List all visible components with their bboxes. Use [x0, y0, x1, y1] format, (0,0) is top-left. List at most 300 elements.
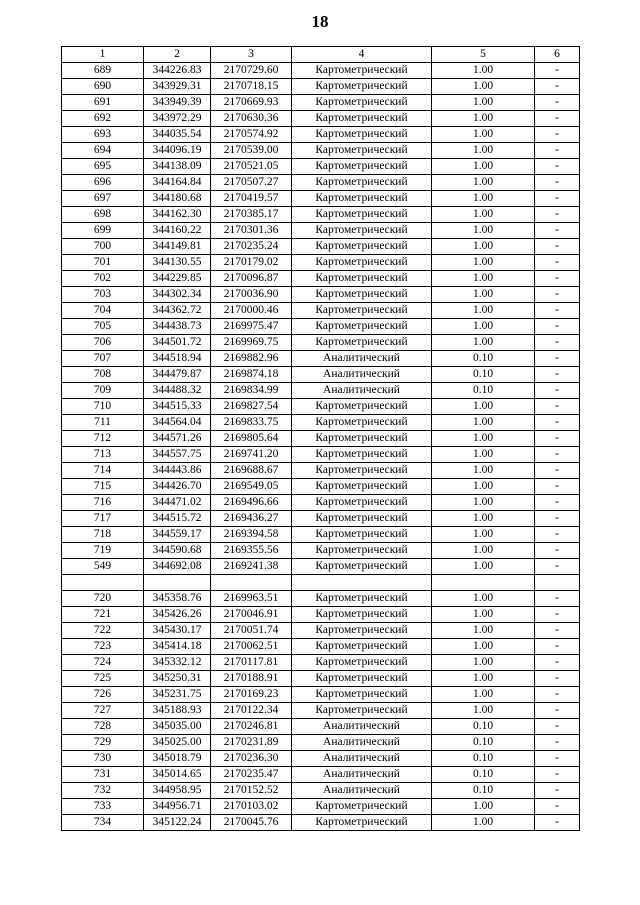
table-row — [62, 127, 580, 143]
column-header: 6 — [535, 47, 580, 63]
point-number-cell: 726 — [62, 687, 144, 703]
point-number-cell: 713 — [62, 447, 144, 463]
method-cell: Картометрический — [292, 223, 432, 239]
table-row — [62, 255, 580, 271]
y-coordinate-cell: 2169549.05 — [211, 479, 292, 495]
y-coordinate-cell: 2170169.23 — [211, 687, 292, 703]
note-cell: - — [535, 335, 580, 351]
accuracy-cell: 0.10 — [432, 735, 535, 751]
method-cell: Картометрический — [292, 175, 432, 191]
x-coordinate-cell: 345035.00 — [144, 719, 211, 735]
y-coordinate-cell: 2169436.27 — [211, 511, 292, 527]
method-cell: Картометрический — [292, 127, 432, 143]
column-header: 4 — [292, 47, 432, 63]
y-coordinate-cell: 2170507.27 — [211, 175, 292, 191]
table-row — [62, 495, 580, 511]
y-coordinate-cell: 2170521.05 — [211, 159, 292, 175]
note-cell: - — [535, 511, 580, 527]
x-coordinate-cell: 344162.30 — [144, 207, 211, 223]
x-coordinate-cell: 344515.72 — [144, 511, 211, 527]
y-coordinate-cell: 2169741.20 — [211, 447, 292, 463]
table-row — [62, 559, 580, 575]
point-number-cell: 716 — [62, 495, 144, 511]
accuracy-cell: 1.00 — [432, 703, 535, 719]
accuracy-cell: 1.00 — [432, 431, 535, 447]
table-body — [62, 63, 580, 831]
accuracy-cell: 1.00 — [432, 815, 535, 831]
x-coordinate-cell: 344164.84 — [144, 175, 211, 191]
y-coordinate-cell: 2170062.51 — [211, 639, 292, 655]
point-number-cell: 723 — [62, 639, 144, 655]
method-cell: Картометрический — [292, 95, 432, 111]
y-coordinate-cell: 2169496.66 — [211, 495, 292, 511]
point-number-cell: 689 — [62, 63, 144, 79]
accuracy-cell: 1.00 — [432, 511, 535, 527]
note-cell: - — [535, 79, 580, 95]
point-number-cell: 721 — [62, 607, 144, 623]
x-coordinate-cell: 344130.55 — [144, 255, 211, 271]
table-row — [62, 511, 580, 527]
note-cell: - — [535, 175, 580, 191]
spacer-row — [62, 575, 580, 591]
x-coordinate-cell: 345332.12 — [144, 655, 211, 671]
note-cell — [535, 575, 580, 591]
y-coordinate-cell: 2170036.90 — [211, 287, 292, 303]
table-row — [62, 63, 580, 79]
note-cell: - — [535, 623, 580, 639]
table-row — [62, 751, 580, 767]
method-cell: Картометрический — [292, 335, 432, 351]
note-cell: - — [535, 351, 580, 367]
table-row — [62, 271, 580, 287]
x-coordinate-cell: 344443.86 — [144, 463, 211, 479]
table-row — [62, 655, 580, 671]
method-cell: Картометрический — [292, 639, 432, 655]
method-cell: Картометрический — [292, 399, 432, 415]
point-number-cell: 696 — [62, 175, 144, 191]
table-row — [62, 399, 580, 415]
accuracy-cell: 1.00 — [432, 447, 535, 463]
note-cell: - — [535, 735, 580, 751]
x-coordinate-cell: 344559.17 — [144, 527, 211, 543]
note-cell: - — [535, 415, 580, 431]
point-number-cell: 698 — [62, 207, 144, 223]
point-number-cell: 704 — [62, 303, 144, 319]
accuracy-cell: 1.00 — [432, 655, 535, 671]
point-number-cell: 712 — [62, 431, 144, 447]
point-number-cell: 693 — [62, 127, 144, 143]
page-number: 18 — [311, 12, 329, 31]
table-row — [62, 159, 580, 175]
point-number-cell: 731 — [62, 767, 144, 783]
method-cell: Картометрический — [292, 207, 432, 223]
note-cell: - — [535, 255, 580, 271]
table-row — [62, 623, 580, 639]
accuracy-cell: 0.10 — [432, 351, 535, 367]
y-coordinate-cell: 2170419.57 — [211, 191, 292, 207]
method-cell: Картометрический — [292, 79, 432, 95]
table-row — [62, 79, 580, 95]
point-number-cell: 733 — [62, 799, 144, 815]
x-coordinate-cell: 344590.68 — [144, 543, 211, 559]
method-cell: Картометрический — [292, 143, 432, 159]
note-cell: - — [535, 591, 580, 607]
method-cell: Картометрический — [292, 671, 432, 687]
x-coordinate-cell: 344138.09 — [144, 159, 211, 175]
point-number-cell: 732 — [62, 783, 144, 799]
note-cell: - — [535, 447, 580, 463]
x-coordinate-cell: 345358.76 — [144, 591, 211, 607]
note-cell: - — [535, 639, 580, 655]
x-coordinate-cell: 344160.22 — [144, 223, 211, 239]
y-coordinate-cell: 2169394.58 — [211, 527, 292, 543]
note-cell: - — [535, 319, 580, 335]
point-number-cell: 695 — [62, 159, 144, 175]
table-row — [62, 543, 580, 559]
x-coordinate-cell: 345014.65 — [144, 767, 211, 783]
table-row — [62, 383, 580, 399]
note-cell: - — [535, 383, 580, 399]
accuracy-cell: 0.10 — [432, 383, 535, 399]
accuracy-cell: 0.10 — [432, 783, 535, 799]
method-cell: Аналитический — [292, 751, 432, 767]
accuracy-cell: 1.00 — [432, 255, 535, 271]
x-coordinate-cell: 344501.72 — [144, 335, 211, 351]
table-row — [62, 415, 580, 431]
y-coordinate-cell: 2169688.67 — [211, 463, 292, 479]
table-row — [62, 239, 580, 255]
point-number-cell: 691 — [62, 95, 144, 111]
y-coordinate-cell: 2170630.36 — [211, 111, 292, 127]
method-cell: Картометрический — [292, 287, 432, 303]
y-coordinate-cell: 2170103.02 — [211, 799, 292, 815]
note-cell: - — [535, 543, 580, 559]
method-cell: Картометрический — [292, 495, 432, 511]
method-cell: Картометрический — [292, 607, 432, 623]
note-cell: - — [535, 559, 580, 575]
x-coordinate-cell: 345025.00 — [144, 735, 211, 751]
y-coordinate-cell: 2170046.91 — [211, 607, 292, 623]
accuracy-cell: 1.00 — [432, 191, 535, 207]
x-coordinate-cell: 344035.54 — [144, 127, 211, 143]
accuracy-cell: 1.00 — [432, 111, 535, 127]
method-cell: Картометрический — [292, 159, 432, 175]
note-cell: - — [535, 751, 580, 767]
coordinates-table — [61, 46, 580, 831]
method-cell: Картометрический — [292, 463, 432, 479]
accuracy-cell: 1.00 — [432, 479, 535, 495]
point-number-cell: 709 — [62, 383, 144, 399]
y-coordinate-cell: 2170188.91 — [211, 671, 292, 687]
table-row — [62, 287, 580, 303]
note-cell: - — [535, 95, 580, 111]
x-coordinate-cell: 343929.31 — [144, 79, 211, 95]
y-coordinate-cell: 2170231.89 — [211, 735, 292, 751]
accuracy-cell: 1.00 — [432, 239, 535, 255]
note-cell: - — [535, 703, 580, 719]
x-coordinate-cell: 343949.39 — [144, 95, 211, 111]
y-coordinate-cell: 2170045.76 — [211, 815, 292, 831]
point-number-cell: 700 — [62, 239, 144, 255]
note-cell: - — [535, 191, 580, 207]
accuracy-cell: 1.00 — [432, 671, 535, 687]
accuracy-cell: 0.10 — [432, 751, 535, 767]
method-cell: Картометрический — [292, 415, 432, 431]
x-coordinate-cell: 345430.17 — [144, 623, 211, 639]
x-coordinate-cell: 344302.34 — [144, 287, 211, 303]
point-number-cell: 710 — [62, 399, 144, 415]
point-number-cell: 719 — [62, 543, 144, 559]
table-row — [62, 799, 580, 815]
column-header: 2 — [144, 47, 211, 63]
point-number-cell: 724 — [62, 655, 144, 671]
table-row — [62, 111, 580, 127]
table-row — [62, 367, 580, 383]
note-cell: - — [535, 431, 580, 447]
table-row — [62, 479, 580, 495]
accuracy-cell: 1.00 — [432, 287, 535, 303]
point-number-cell: 728 — [62, 719, 144, 735]
table-row — [62, 703, 580, 719]
table-row — [62, 207, 580, 223]
point-number-cell: 706 — [62, 335, 144, 351]
point-number-cell: 702 — [62, 271, 144, 287]
point-number-cell: 549 — [62, 559, 144, 575]
x-coordinate-cell: 344515.33 — [144, 399, 211, 415]
point-number-cell: 720 — [62, 591, 144, 607]
accuracy-cell: 1.00 — [432, 463, 535, 479]
note-cell: - — [535, 287, 580, 303]
note-cell: - — [535, 143, 580, 159]
method-cell: Картометрический — [292, 431, 432, 447]
table-row — [62, 783, 580, 799]
x-coordinate-cell: 344226.83 — [144, 63, 211, 79]
y-coordinate-cell: 2170096.87 — [211, 271, 292, 287]
note-cell: - — [535, 239, 580, 255]
method-cell: Картометрический — [292, 703, 432, 719]
table-row — [62, 671, 580, 687]
x-coordinate-cell: 344180.68 — [144, 191, 211, 207]
note-cell: - — [535, 303, 580, 319]
note-cell: - — [535, 767, 580, 783]
x-coordinate-cell: 344479.87 — [144, 367, 211, 383]
x-coordinate-cell: 345122.24 — [144, 815, 211, 831]
x-coordinate-cell: 344362.72 — [144, 303, 211, 319]
note-cell: - — [535, 159, 580, 175]
accuracy-cell: 0.10 — [432, 367, 535, 383]
x-coordinate-cell: 345426.26 — [144, 607, 211, 623]
note-cell: - — [535, 127, 580, 143]
note-cell: - — [535, 607, 580, 623]
method-cell: Картометрический — [292, 527, 432, 543]
method-cell: Картометрический — [292, 815, 432, 831]
accuracy-cell: 1.00 — [432, 159, 535, 175]
y-coordinate-cell: 2170000.46 — [211, 303, 292, 319]
table-row — [62, 431, 580, 447]
point-number-cell: 717 — [62, 511, 144, 527]
method-cell: Картометрический — [292, 271, 432, 287]
y-coordinate-cell: 2169834.99 — [211, 383, 292, 399]
method-cell: Картометрический — [292, 543, 432, 559]
y-coordinate-cell: 2170729.60 — [211, 63, 292, 79]
y-coordinate-cell: 2169827.54 — [211, 399, 292, 415]
y-coordinate-cell: 2169975.47 — [211, 319, 292, 335]
method-cell: Картометрический — [292, 687, 432, 703]
table-row — [62, 143, 580, 159]
y-coordinate-cell: 2170301.36 — [211, 223, 292, 239]
method-cell: Аналитический — [292, 383, 432, 399]
accuracy-cell: 1.00 — [432, 527, 535, 543]
table-row — [62, 463, 580, 479]
table-row — [62, 335, 580, 351]
point-number-cell: 707 — [62, 351, 144, 367]
y-coordinate-cell: 2170669.93 — [211, 95, 292, 111]
x-coordinate-cell: 344692.08 — [144, 559, 211, 575]
accuracy-cell: 1.00 — [432, 303, 535, 319]
y-coordinate-cell: 2170122.34 — [211, 703, 292, 719]
y-coordinate-cell: 2169963.51 — [211, 591, 292, 607]
y-coordinate-cell: 2170235.24 — [211, 239, 292, 255]
y-coordinate-cell: 2169805.64 — [211, 431, 292, 447]
note-cell: - — [535, 223, 580, 239]
point-number-cell: 703 — [62, 287, 144, 303]
table-row — [62, 607, 580, 623]
accuracy-cell: 0.10 — [432, 767, 535, 783]
method-cell: Картометрический — [292, 303, 432, 319]
table-row — [62, 815, 580, 831]
accuracy-cell: 1.00 — [432, 591, 535, 607]
method-cell: Аналитический — [292, 783, 432, 799]
accuracy-cell: 1.00 — [432, 223, 535, 239]
point-number-cell: 725 — [62, 671, 144, 687]
point-number-cell: 734 — [62, 815, 144, 831]
note-cell: - — [535, 783, 580, 799]
note-cell: - — [535, 399, 580, 415]
accuracy-cell: 1.00 — [432, 559, 535, 575]
x-coordinate-cell: 345414.18 — [144, 639, 211, 655]
x-coordinate-cell: 344571.26 — [144, 431, 211, 447]
point-number-cell: 730 — [62, 751, 144, 767]
x-coordinate-cell: 344096.19 — [144, 143, 211, 159]
x-coordinate-cell: 344488.32 — [144, 383, 211, 399]
point-number-cell: 697 — [62, 191, 144, 207]
table-row — [62, 191, 580, 207]
column-header: 1 — [62, 47, 144, 63]
point-number-cell: 701 — [62, 255, 144, 271]
x-coordinate-cell: 344564.04 — [144, 415, 211, 431]
y-coordinate-cell: 2169969.75 — [211, 335, 292, 351]
accuracy-cell: 1.00 — [432, 207, 535, 223]
y-coordinate-cell: 2169355.56 — [211, 543, 292, 559]
accuracy-cell: 1.00 — [432, 175, 535, 191]
point-number-cell: 699 — [62, 223, 144, 239]
note-cell: - — [535, 207, 580, 223]
method-cell: Аналитический — [292, 367, 432, 383]
table-row — [62, 719, 580, 735]
x-coordinate-cell: 344518.94 — [144, 351, 211, 367]
table-row — [62, 351, 580, 367]
method-cell — [292, 575, 432, 591]
point-number-cell: 690 — [62, 79, 144, 95]
point-number-cell: 729 — [62, 735, 144, 751]
method-cell: Картометрический — [292, 511, 432, 527]
table-row — [62, 591, 580, 607]
accuracy-cell: 1.00 — [432, 623, 535, 639]
accuracy-cell: 1.00 — [432, 63, 535, 79]
method-cell: Аналитический — [292, 719, 432, 735]
y-coordinate-cell: 2170117.81 — [211, 655, 292, 671]
y-coordinate-cell: 2170179.02 — [211, 255, 292, 271]
point-number-cell: 715 — [62, 479, 144, 495]
y-coordinate-cell: 2169833.75 — [211, 415, 292, 431]
accuracy-cell: 1.00 — [432, 639, 535, 655]
point-number-cell: 714 — [62, 463, 144, 479]
y-coordinate-cell: 2170235.47 — [211, 767, 292, 783]
point-number-cell: 722 — [62, 623, 144, 639]
x-coordinate-cell: 345250.31 — [144, 671, 211, 687]
method-cell: Картометрический — [292, 63, 432, 79]
table-row — [62, 175, 580, 191]
method-cell: Картометрический — [292, 447, 432, 463]
x-coordinate-cell — [144, 575, 211, 591]
table-header-row — [62, 47, 580, 63]
y-coordinate-cell: 2169874.18 — [211, 367, 292, 383]
note-cell: - — [535, 367, 580, 383]
method-cell: Аналитический — [292, 735, 432, 751]
y-coordinate-cell: 2170246.81 — [211, 719, 292, 735]
point-number-cell: 705 — [62, 319, 144, 335]
accuracy-cell: 1.00 — [432, 95, 535, 111]
y-coordinate-cell: 2170574.92 — [211, 127, 292, 143]
y-coordinate-cell: 2170051.74 — [211, 623, 292, 639]
method-cell: Картометрический — [292, 591, 432, 607]
table-row — [62, 303, 580, 319]
method-cell: Картометрический — [292, 799, 432, 815]
note-cell: - — [535, 719, 580, 735]
column-header: 3 — [211, 47, 292, 63]
accuracy-cell: 1.00 — [432, 271, 535, 287]
accuracy-cell: 1.00 — [432, 399, 535, 415]
table-row — [62, 447, 580, 463]
point-number-cell: 727 — [62, 703, 144, 719]
method-cell: Аналитический — [292, 767, 432, 783]
point-number-cell — [62, 575, 144, 591]
method-cell: Картометрический — [292, 319, 432, 335]
point-number-cell: 692 — [62, 111, 144, 127]
note-cell: - — [535, 495, 580, 511]
table-row — [62, 639, 580, 655]
table-row — [62, 223, 580, 239]
note-cell: - — [535, 271, 580, 287]
point-number-cell: 718 — [62, 527, 144, 543]
method-cell: Картометрический — [292, 255, 432, 271]
note-cell: - — [535, 815, 580, 831]
accuracy-cell: 1.00 — [432, 495, 535, 511]
y-coordinate-cell: 2170539.00 — [211, 143, 292, 159]
x-coordinate-cell: 345188.93 — [144, 703, 211, 719]
method-cell: Картометрический — [292, 239, 432, 255]
accuracy-cell: 1.00 — [432, 799, 535, 815]
method-cell: Картометрический — [292, 559, 432, 575]
table-row — [62, 687, 580, 703]
point-number-cell: 694 — [62, 143, 144, 159]
method-cell: Картометрический — [292, 623, 432, 639]
x-coordinate-cell: 344438.73 — [144, 319, 211, 335]
note-cell: - — [535, 479, 580, 495]
point-number-cell: 711 — [62, 415, 144, 431]
y-coordinate-cell: 2170236.30 — [211, 751, 292, 767]
method-cell: Картометрический — [292, 111, 432, 127]
